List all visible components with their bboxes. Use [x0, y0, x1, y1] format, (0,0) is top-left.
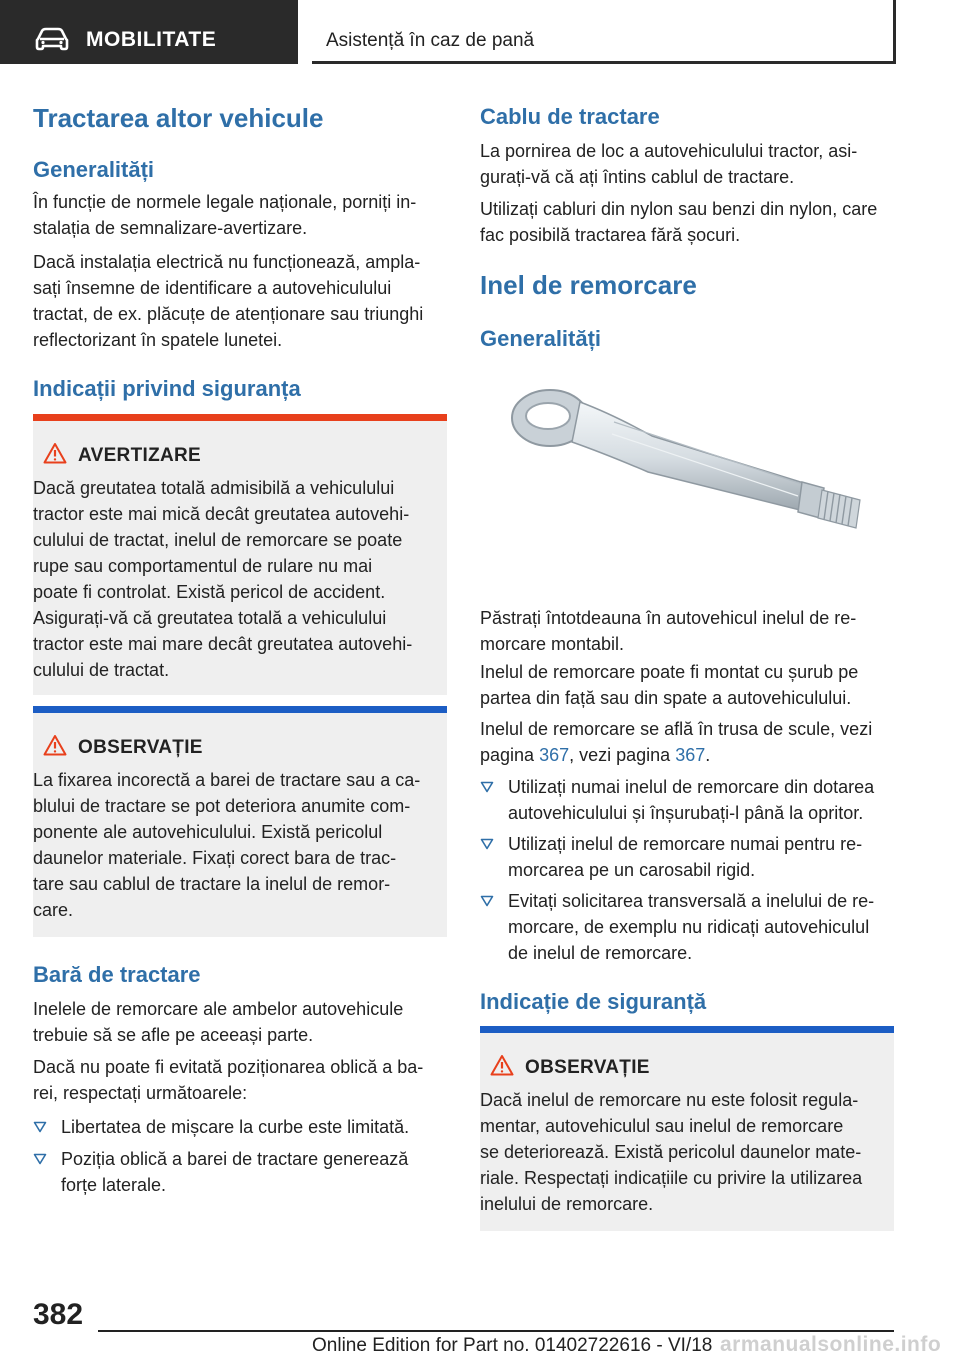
car-icon [34, 27, 70, 51]
subheading-ring-safety: Indicație de siguranță [480, 989, 707, 1014]
bullet-triangle-icon [480, 838, 494, 850]
subheading-ring-general: Generalități [480, 326, 602, 351]
notice-text: La fixarea incorectă a barei de tractare sau a ca- blului de tractare se pot deteriora anumite com- ponente ale autovehiculului. Există pericolul daunelor materiale. Fixați corect bara de trac- tare sau cablul de tractare la inelul de remor- care. [33, 770, 421, 920]
chapter-title: Asistență în caz de pană [326, 30, 535, 51]
warning-text: Dacă greutatea totală admisibilă a vehiculului tractor este mai mică decât greutatea autovehi- culului de tractat, inelul de remorcare se poate rupe sau comportamentul de rulare nu mai poate fi controlat. Există pericol de accident. Asigurați-vă că greutatea totală a vehiculului tractor este mai mare decât greutatea autovehi- culului de tractat. [33, 478, 413, 680]
ring-paragraph-1: Păstrați întotdeauna în autovehicul inelul de re- morcare montabil. [480, 608, 857, 654]
subheading-general: Generalități [33, 157, 155, 182]
warning-triangle-icon [43, 734, 67, 756]
section-heading: Tractarea altor vehicule [33, 103, 324, 133]
ring-paragraph-3: Inelul de remorcare se află în trusa de scule, vezi pagina 367, vezi pagina 367. [480, 719, 873, 765]
subheading-tow-bar: Bară de tractare [33, 962, 201, 987]
notice-text: Dacă inelul de remorcare nu este folosit regula- mentar, autovehiculul sau inelul de remorcare se deteriorează. Există pericolul daunelor mate- riale. Respectați indicațiile cu privire la utilizarea inelului de remorcare. [480, 1090, 863, 1214]
subheading-tow-cable: Cablu de tractare [480, 104, 660, 129]
subheading-safety: Indicații privind siguranța [33, 376, 301, 401]
tow-cable-paragraph-1: La pornirea de loc a autovehiculului tractor, asi- gurați-vă că ați întins cablul de tractare. [480, 141, 858, 187]
notice-title: OBSERVAȚIE [78, 737, 203, 758]
tow-ring-image [502, 380, 882, 560]
ring-paragraph-2: Inelul de remorcare poate fi montat cu șurub pe partea din față sau din spate a autovehiculului. [480, 662, 859, 708]
notice-box [33, 706, 447, 937]
bullet-triangle-icon [480, 781, 494, 793]
tow-bar-paragraph-1: Inelele de remorcare ale ambelor autovehicule trebuie să se afle pe aceeași parte. [33, 999, 404, 1045]
general-paragraph-1: În funcție de normele legale naționale, porniți in- stalația de semnalizare-avertizare. [33, 192, 417, 238]
warning-triangle-icon [43, 442, 67, 464]
tow-bar-paragraph-2: Dacă nu poate fi evitată poziționarea oblică a ba- rei, respectați următoarele: [33, 1057, 424, 1103]
footer-rule [98, 1330, 894, 1332]
section-heading-tow-ring: Inel de remorcare [480, 270, 697, 300]
notice-bar [480, 1026, 894, 1033]
bullet-triangle-icon [33, 1153, 47, 1165]
bullet-triangle-icon [33, 1121, 47, 1133]
warning-title: AVERTIZARE [78, 445, 201, 466]
watermark: armanualsonline.info [720, 1333, 942, 1356]
warning-box [33, 414, 447, 695]
page-number: 382 [33, 1298, 84, 1331]
warning-triangle-icon [490, 1054, 514, 1076]
section-tab[interactable] [0, 0, 298, 64]
warning-bar [33, 414, 447, 421]
page-link[interactable]: 367 [675, 745, 706, 765]
tow-cable-paragraph-2: Utilizați cabluri din nylon sau benzi din nylon, care fac posibilă tractarea fără șocuri. [480, 199, 878, 245]
general-paragraph-2: Dacă instalația electrică nu funcționează, ampla- sați însemne de identificare a autovehiculului tractat, de ex. plăcuțe de atenționare sau triunghi reflectorizant în spatele lunetei. [33, 252, 424, 350]
page-header [0, 0, 960, 66]
section-title: MOBILITATE [86, 28, 217, 51]
page-link[interactable]: 367 [539, 745, 570, 765]
chapter-tab[interactable] [312, 0, 896, 64]
bullet-triangle-icon [480, 895, 494, 907]
notice-title: OBSERVAȚIE [525, 1057, 650, 1078]
notice-bar [33, 706, 447, 713]
edition-note: Online Edition for Part no. 01402722616 - VI/18 [312, 1335, 713, 1356]
notice-box [480, 1026, 894, 1231]
